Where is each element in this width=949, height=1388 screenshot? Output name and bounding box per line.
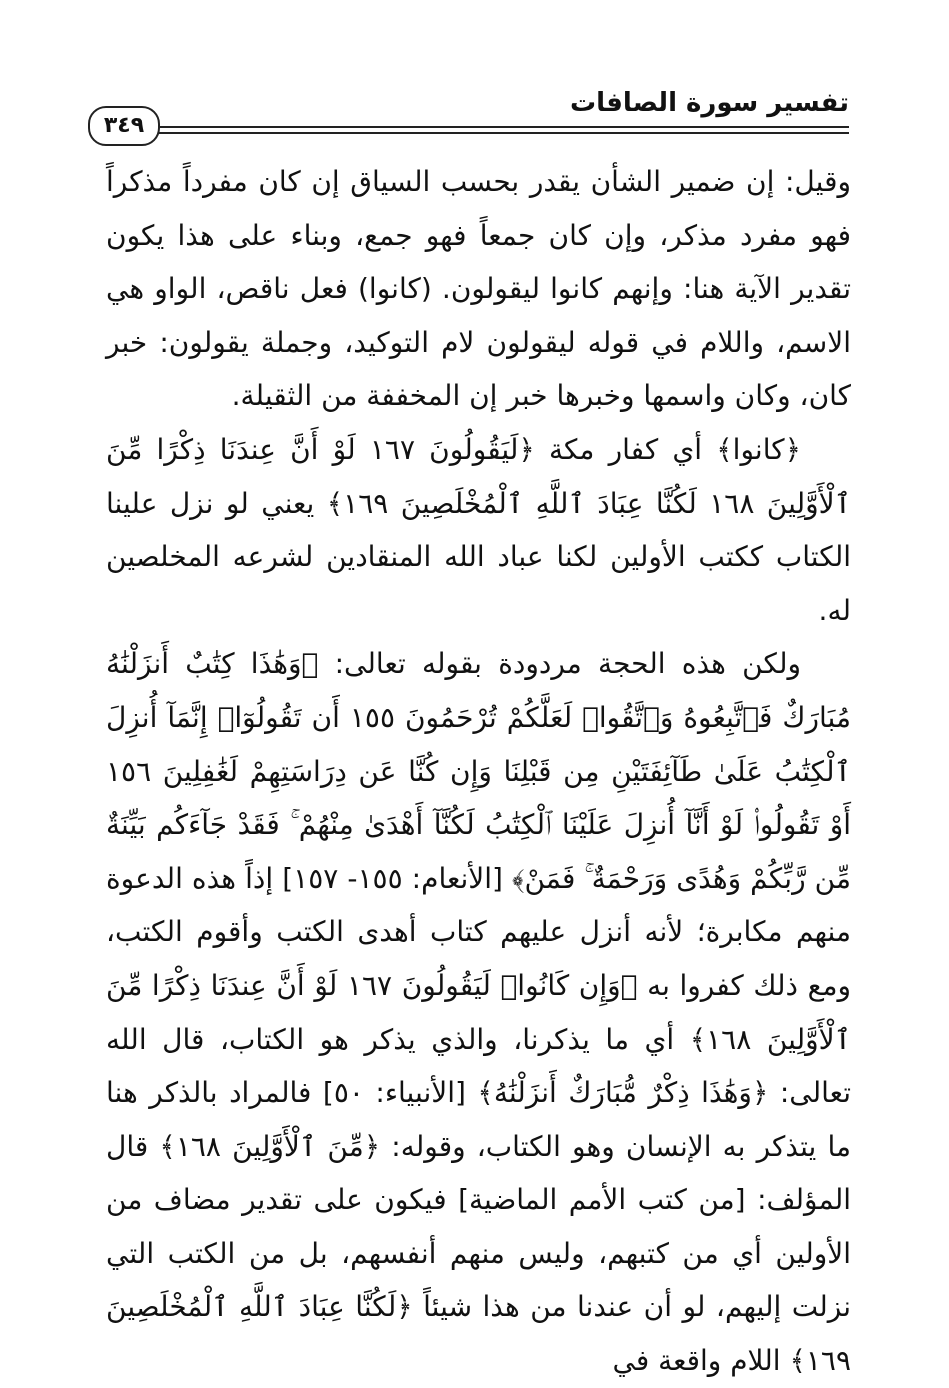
header-divider [158,126,849,134]
page-number-badge: ٣٤٩ [88,106,160,146]
body-text [106,155,851,1388]
paragraph-3: ولكن هذه الحجة مردودة بقوله تعالى: ﴿وَهَٰذَا كِتَٰبٌ أَنزَلْنَٰهُ مُبَارَكٌ فَٱتَّبِعُوهُ وَٱتَّقُوا۟ لَعَلَّكُمْ تُرْحَمُونَ ١٥٥ أَن تَقُولُوٓا۟ إِنَّمَآ أُنزِلَ ٱلْكِتَٰبُ عَلَىٰ طَآئِفَتَيْنِ مِن قَبْلِنَا وَإِن كُنَّا عَن دِرَاسَتِهِمْ لَغَٰفِلِينَ ١٥٦ أَوْ تَقُولُوا۟ لَوْ أَنَّآ أُنزِلَ عَلَيْنَا ٱلْكِتَٰبُ لَكُنَّآ أَهْدَىٰ مِنْهُمْ ۚ فَقَدْ جَآءَكُم بَيِّنَةٌ مِّن رَّبِّكُمْ وَهُدًى وَرَحْمَةٌ ۚ فَمَنْ﴾ [الأنعام: ١٥٥- ١٥٧] إذاً هذه الدعوة منهم مكابرة؛ لأنه أنزل عليهم كتاب أهدى الكتب وأقوم الكتب، ومع ذلك كفروا به ﴿وَإِن كَانُوا۟ لَيَقُولُونَ ١٦٧ لَوْ أَنَّ عِندَنَا ذِكْرًا مِّنَ ٱلْأَوَّلِينَ ١٦٨﴾ أي ما يذكرنا، والذي يذكر هو الكتاب، قال الله تعالى: ﴿وَهَٰذَا ذِكْرٌ مُّبَارَكٌ أَنزَلْنَٰهُ﴾ [الأنبياء: ٥٠] فالمراد بالذكر هنا ما يتذكر به الإنسان وهو الكتاب، وقوله: ﴿مِّنَ ٱلْأَوَّلِينَ ١٦٨﴾ قال المؤلف: [من كتب الأمم الماضية] فيكون على تقدير مضاف من الأولين أي من كتبهم، وليس منهم أنفسهم، بل من الكتب التي نزلت إليهم، لو أن عندنا من هذا شيئاً ﴿لَكُنَّا عِبَادَ ٱللَّهِ ٱلْمُخْلَصِينَ ١٦٩﴾ اللام واقعة في [106,647,852,1378]
paragraph-1: وقيل: إن ضمير الشأن يقدر بحسب السياق إن كان مفرداً مذكراً فهو مفرد مذكر، وإن كان جمعاً فهو جمع، وبناء على هذا يكون تقدير الآية هنا: وإنهم كانوا ليقولون. (كانوا) فعل ناقص، الواو هي الاسم، واللام في قوله ليقولون لام التوكيد، وجملة يقولون: خبر كان، وكان واسمها وخبرها خبر إن المخففة من الثقيلة. [106,165,851,413]
page-header [88,86,849,136]
page-title: تفسير سورة الصافات [570,88,849,118]
paragraph-2: ﴿كانوا﴾ أي كفار مكة ﴿لَيَقُولُونَ ١٦٧ لَوْ أَنَّ عِندَنَا ذِكْرًا مِّنَ ٱلْأَوَّلِينَ ١٦٨ لَكُنَّا عِبَادَ ٱللَّهِ ٱلْمُخْلَصِينَ ١٦٩﴾ يعني لو نزل علينا الكتاب ككتب الأولين لكنا عباد الله المنقادين لشرعه المخلصين له. [106,432,852,627]
